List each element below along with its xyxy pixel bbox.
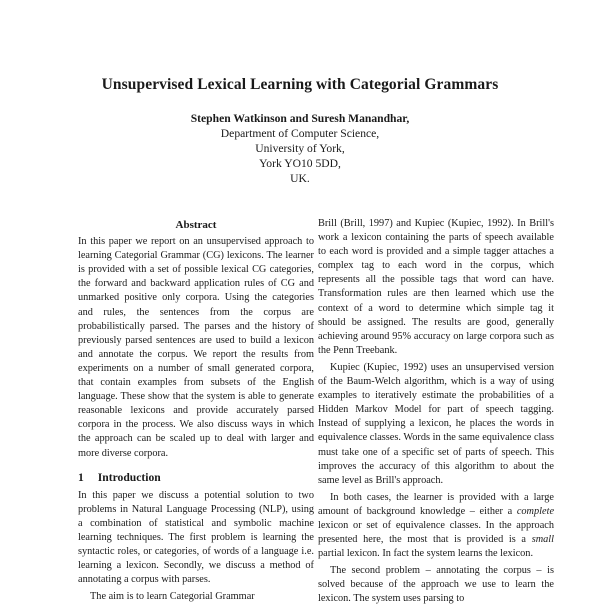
abstract-heading: Abstract xyxy=(175,219,217,231)
left-column xyxy=(78,218,314,607)
paper-title: Unsupervised Lexical Learning with Categorial Grammars xyxy=(101,76,499,93)
emphasis: complete xyxy=(516,505,555,517)
section-number: 1 xyxy=(78,470,84,484)
body-paragraph: Brill (Brill, 1997) and Kupiec (Kupiec, 1992). In Brill's work a lexicon containing the parts of speech available to each word is provided and a simple tagger attaches a complex tag to each word in the corpus, which represents all the possible tags that word can have. Transformation rules are then learned which use the context of a word to determine which simple tag it should be assigned. The results are good, generally achieving around 95% accuracy on large corpora such as the Penn Treebank. xyxy=(318,218,554,356)
abstract-text: In this paper we report on an unsupervised approach to learning Categorial Grammar (CG) lexicons. The learner is provided with a set of possible lexical CG categories, the forward and backward application rules of CG and unmarked positive only corpora. Using the categories and rules, the sentences from the corpus are probabilistically parsed. The parses and the history of previously parsed sentences are used to build a lexicon and annotate the corpus. We report the results from experiments on a number of small generated corpora, that contain examples from subsets of the English language. These show that the system is able to generate reasonable lexicons and provide accurately parsed corpora in the process. We also discuss ways in which the approach can be scaled up to deal with larger and more diverse corpora. xyxy=(78,236,314,459)
text-run: partial lexicon. In fact the system learns the lexicon. xyxy=(318,548,534,560)
right-column xyxy=(318,217,554,610)
affiliation-line: York YO10 5DD, xyxy=(259,157,341,170)
body-paragraph: Kupiec (Kupiec, 1992) uses an unsupervised version of the Baum-Welch algorithm, which is a way of using examples to iteratively estimate the probabilities of a Hidden Markov Model for part of speech tagging. Instead of supplying a lexicon, he places the words in equivalence classes. Words in the same equivalence class must take one of a specific set of parts of speech. This improves the accuracy of this algorithm to about the same level as Brill's approach. xyxy=(318,361,554,486)
intro-paragraph: The aim is to learn Categorial Grammar xyxy=(90,591,255,603)
author-names: Stephen Watkinson and Suresh Manandhar, xyxy=(190,112,410,125)
section-title: Introduction xyxy=(97,470,161,484)
section-heading-introduction xyxy=(78,471,314,485)
affiliation-line: Department of Computer Science, xyxy=(220,127,380,140)
body-paragraph xyxy=(318,491,554,561)
intro-paragraph: In this paper we discuss a potential solution to two problems in Natural Language Processing (NLP), using a combination of statistical and symbolic machine learning techniques. The first problem is learning the syntactic roles, or categories, of words of a language i.e. learning a lexicon. Secondly, we discuss a method of annotating a corpus with parses. xyxy=(78,489,314,586)
emphasis: small xyxy=(531,534,555,546)
affiliation-line: University of York, xyxy=(255,142,345,155)
text-run: In both cases, the learner is provided with a large amount of background knowledge – either a xyxy=(318,491,554,517)
author-block xyxy=(0,111,600,186)
affiliation-line: UK. xyxy=(290,172,310,185)
text-run: lexicon or set of equivalence classes. In the approach presented here, the most that is provided is a xyxy=(318,519,554,546)
body-paragraph: The second problem – annotating the corpus – is solved because of the approach we use to learn the lexicon. The system uses parsing to xyxy=(318,565,554,605)
